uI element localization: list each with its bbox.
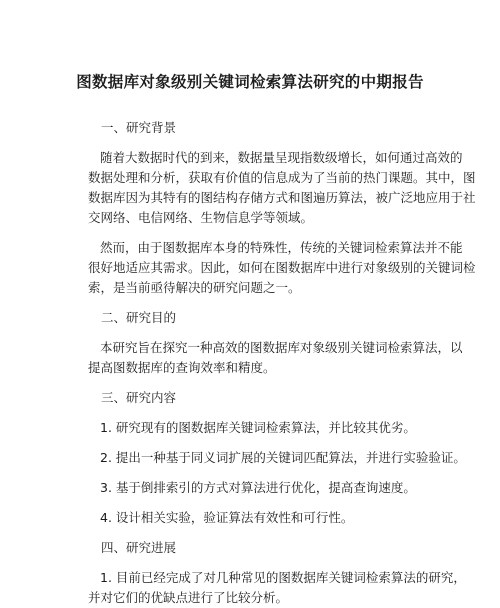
text-line: 数据处理和分析，获取有价值的信息成为了当前的热门课题。其中，图: [88, 170, 476, 185]
text-line: 很好地适应其需求。因此，如何在图数据库中进行对象级别的关键词检: [88, 260, 476, 275]
text-line: 索，是当前亟待解决的研究问题之一。: [88, 280, 301, 295]
document-title: 图数据库对象级别关键词检索算法研究的中期报告: [76, 73, 424, 91]
text-line: 提高图数据库的查询效率和精度。: [88, 360, 276, 375]
section-heading-purpose: 二、研究目的: [101, 310, 177, 325]
list-item: 3. 基于倒排索引的方式对算法进行优化，提高查询速度。: [100, 480, 416, 495]
text-line: 1. 目前已经完成了对几种常见的图数据库关键词检索算法的研究，: [100, 570, 466, 585]
text-line: 数据库因为其特有的图结构存储方式和图遍历算法，被广泛地应用于社: [88, 190, 476, 205]
paragraph-purpose: [88, 338, 463, 378]
document-body: [88, 118, 476, 608]
list-item: 2. 提出一种基于同义词扩展的关键词匹配算法，并进行实验验证。: [100, 450, 466, 465]
text-line: 交网络、电信网络、生物信息学等领域。: [88, 210, 314, 225]
paragraph-background-2: [88, 238, 476, 298]
paragraph-progress: [88, 568, 466, 608]
list-item: 4. 设计相关实验，验证算法有效性和可行性。: [100, 510, 354, 525]
section-heading-background: 一、研究背景: [101, 120, 177, 135]
section-heading-progress: 四、研究进展: [101, 540, 177, 555]
section-heading-content: 三、研究内容: [101, 390, 177, 405]
text-line: 然而，由于图数据库本身的特殊性，传统的关键词检索算法并不能: [100, 240, 463, 255]
text-line: 本研究旨在探究一种高效的图数据库对象级别关键词检索算法，以: [100, 340, 463, 355]
paragraph-background-1: [88, 148, 476, 228]
list-item: 1. 研究现有的图数据库关键词检索算法，并比较其优劣。: [100, 420, 416, 435]
text-line: 随着大数据时代的到来，数据量呈现指数级增长，如何通过高效的: [100, 150, 463, 165]
text-line: 并对它们的优缺点进行了比较分析。: [88, 590, 289, 605]
